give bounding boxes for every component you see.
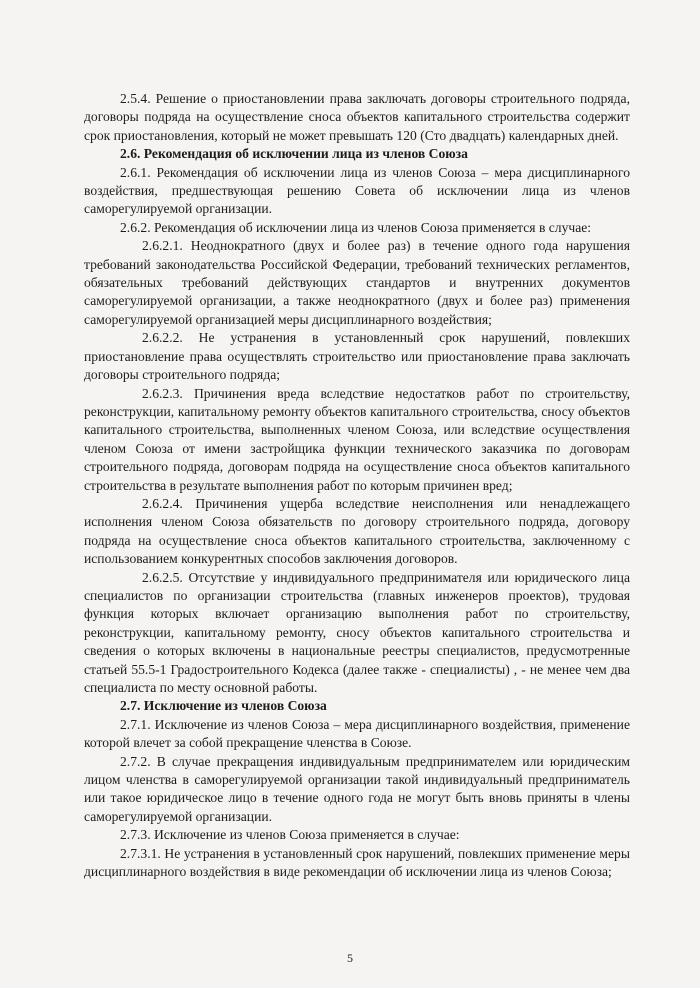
section-heading-2-6-text: 2.6. Рекомендация об исключении лица из членов Союза: [120, 146, 468, 162]
paragraph-2-7-3: 2.7.3. Исключение из членов Союза применяется в случае:: [120, 827, 460, 843]
paragraph-2-7-1: 2.7.1. Исключение из членов Союза – мера дисциплинарного воздействия, применение которой влечет за собой прекращение членства в Союзе.: [84, 716, 630, 751]
section-heading-2-7: [84, 697, 630, 715]
paragraph-2-6-2-5: 2.6.2.5. Отсутствие у индивидуального предпринимателя или юридического лица специалистов по организации строительства (главных инженеров проектов), трудовая функция которых включает организацию выполнения работ по строительству, реконструкции, капитальному ремонту, сносу объектов капитального строительства и сведения о которых включены в национальные реестры специалистов, предусмотренные статьей 55.5-1 Градостроительного Кодекса (далее также - специалисты) , - не менее чем два специалиста по месту основной работы.: [84, 569, 630, 695]
section-heading-2-7-text: 2.7. Исключение из членов Союза: [120, 698, 327, 714]
document-body: [84, 90, 630, 881]
paragraph-2-7-3-1: 2.7.3.1. Не устранения в установленный срок нарушений, повлекших применение меры дисциплинарного воздействия в виде рекомендации об исключении лица из членов Союза;: [84, 845, 630, 880]
paragraph-2-6-2: 2.6.2. Рекомендация об исключении лица из членов Союза применяется в случае:: [120, 219, 592, 235]
paragraph-2-6-2-2: 2.6.2.2. Не устранения в установленный срок нарушений, повлекших приостановление права осуществлять строительство или приостановление права заключать договоры строительного подряда;: [84, 330, 630, 383]
paragraph-2-5-4: 2.5.4. Решение о приостановлении права заключать договоры строительного подряда, договоры подряда на осуществление сноса объектов капитального строительства содержит срок приостановления, который не может превышать 120 (Сто двадцать) календарных дней.: [84, 91, 630, 143]
paragraph-2-6-2-3: 2.6.2.3. Причинения вреда вследствие недостатков работ по строительству, реконструкции, капитальному ремонту объектов капитального строительства, сносу объектов капитального строительства, выполненных членом Союза, или вследствие осуществления членом Союза от имени застройщика функции технического заказчика по договорам строительного подряда, договорам подряда на осуществление сноса объектов капитального строительства в результате выполнения работ по которым причинен вред;: [84, 385, 630, 493]
paragraph-2-7-2: 2.7.2. В случае прекращения индивидуальным предпринимателем или юридическим лицом членства в саморегулируемой организации такой индивидуальный предприниматель или такое юридическое лицо в течение одного года не могут быть вновь приняты в члены саморегулируемой организации.: [84, 753, 630, 824]
page-number: 5: [347, 951, 353, 965]
paragraph-2-6-2-4: 2.6.2.4. Причинения ущерба вследствие неисполнения или ненадлежащего исполнения членом Союза обязательств по договору строительного подряда, договору подряда на осуществление сноса объектов капитального строительства, заключенному с использованием конкурентных способов заключения договоров.: [84, 495, 630, 567]
paragraph-2-6-2-1: 2.6.2.1. Неоднократного (двух и более раз) в течение одного года нарушения требований законодательства Российской Федерации, требований технических регламентов, обязательных требований действующих стандартов и внутренних документов саморегулируемой организации, а также неоднократного (двух и более раз) применения саморегулируемой организацией меры дисциплинарного воздействия;: [84, 238, 630, 327]
section-heading-2-6: [84, 145, 630, 163]
paragraph-2-6-1: 2.6.1. Рекомендация об исключении лица из членов Союза – мера дисциплинарного воздействия, предшествующая решению Совета об исключении лица из членов саморегулируемой организации.: [84, 164, 630, 217]
